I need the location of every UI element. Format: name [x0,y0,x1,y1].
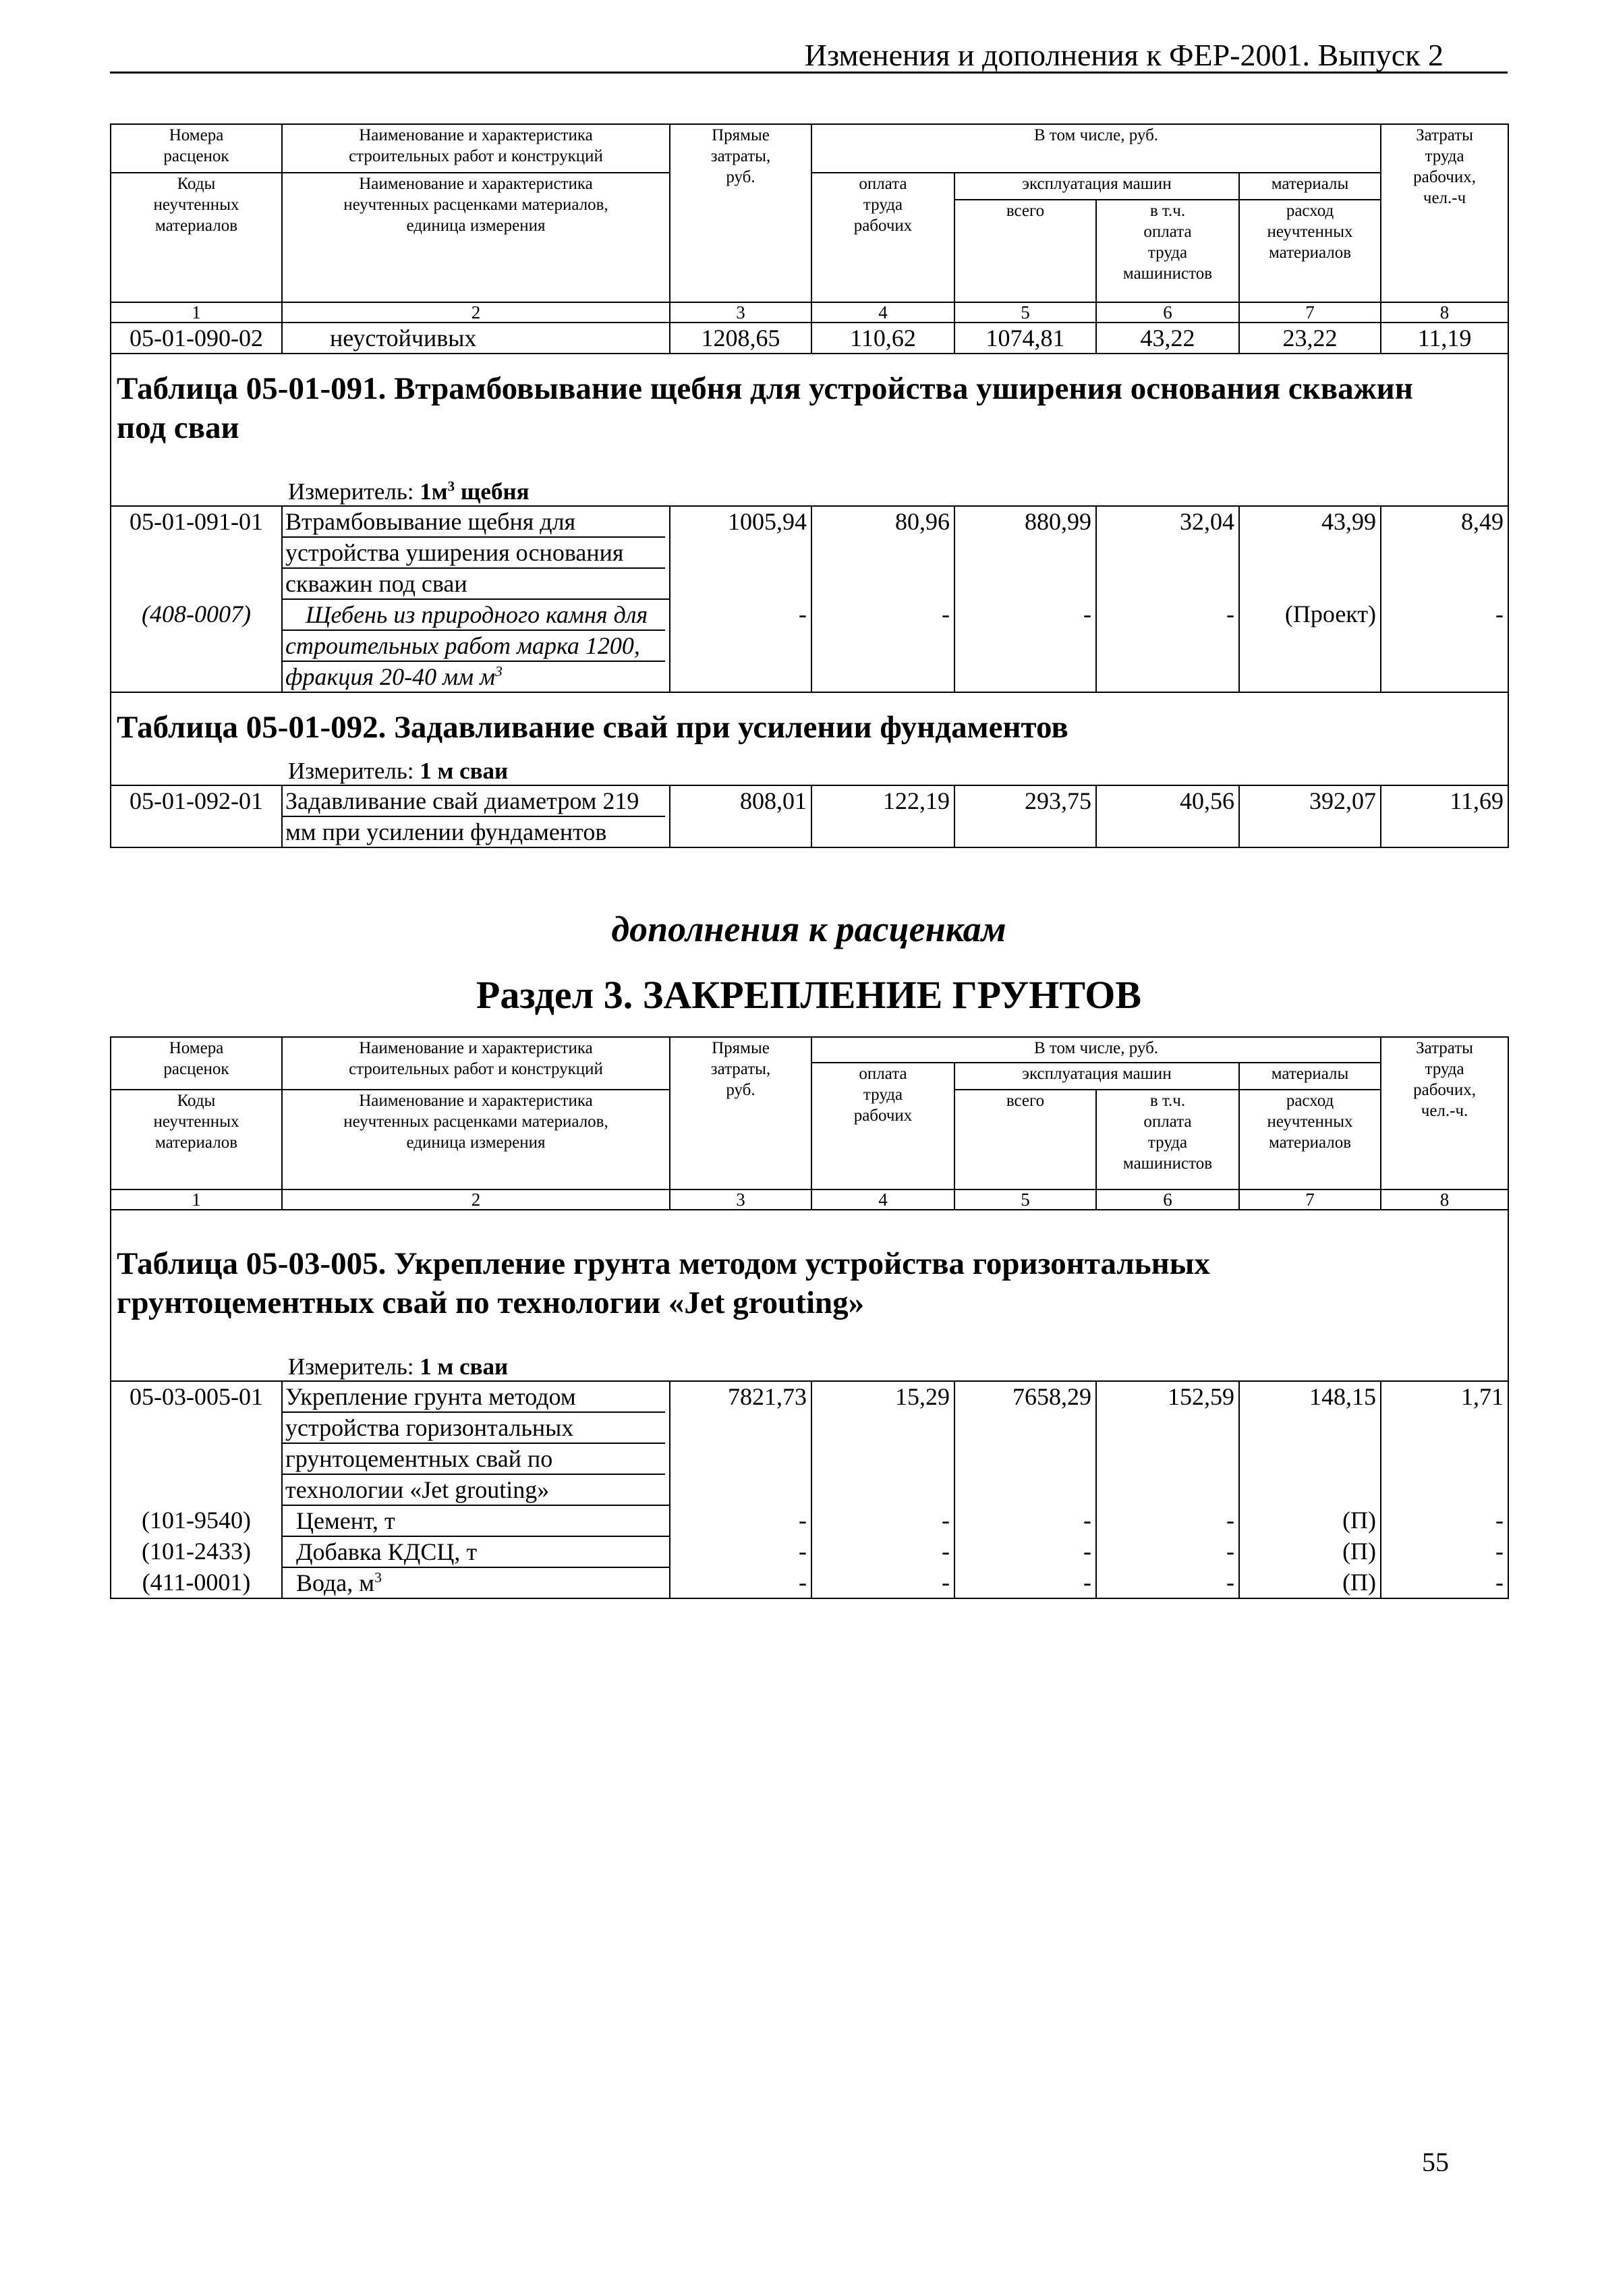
material-name: Вода, $м^3$ [282,1567,670,1598]
col-head-nomera: Номера расценок [111,1037,282,1090]
value-operators: 40,56 [1096,785,1239,847]
column-numbers-row [111,302,1508,323]
value-labor: 15,29 [811,1381,954,1505]
material-name: Добавка КДСЦ, т [282,1536,670,1567]
material-name: Щебень из природного камня для строительных работ марка 1200, фракция 20-40 мм $м^3$ [282,599,670,692]
value-labor: 80,96 [811,506,954,599]
value-materials: (П) [1239,1505,1381,1536]
header-row [111,1037,1508,1063]
running-header [110,39,1508,74]
col-num: 3 [670,1189,811,1210]
value-machines: - [954,1536,1096,1567]
unit-row [111,755,1508,785]
col-num: 8 [1381,1189,1508,1210]
col-head-kody: Коды неучтенных материалов [111,173,282,302]
col-num: 7 [1239,302,1381,323]
col-num: 6 [1096,1189,1239,1210]
value-direct: - [670,599,811,692]
table-title-row [111,1210,1508,1351]
unit-label: Измеритель: 1 м сваи [111,755,1508,785]
value-hours: 11,69 [1381,785,1508,847]
col-head-v-tom: В том числе, руб. [811,124,1381,173]
rate-name: Втрамбовывание щебня для устройства уширения основания скважин под сваи [282,506,670,599]
col-num: 4 [811,1189,954,1210]
col-num: 5 [954,1189,1096,1210]
col-head-name: Наименование и характеристика строительных работ и конструкций [282,1037,670,1090]
section-heading: Раздел 3. ЗАКРЕПЛЕНИЕ ГРУНТОВ [476,973,1142,1017]
value-hours: - [1381,1536,1508,1567]
value-machines: - [954,1567,1096,1598]
addon-heading: дополнения к расценкам [611,909,1006,949]
unit-label: Измеритель: 1 м сваи [111,1351,1508,1381]
table-title-row [111,354,1508,476]
value-operators: 152,59 [1096,1381,1239,1505]
value-materials: 43,99 [1239,506,1381,599]
col-head-oplata: оплата труда рабочих [811,1063,954,1189]
value-direct: 1005,94 [670,506,811,599]
value-operators: 32,04 [1096,506,1239,599]
col-head-ekspl: эксплуатация машин [954,1063,1239,1090]
rate-name: неустойчивых [282,323,670,354]
table-title: Таблица 05-01-091. Втрамбовывание щебня для устройства уширения основания скважин под сваи [111,354,1508,476]
value-operators: - [1096,599,1239,692]
rate-name: Укрепление грунта методом устройства горизонтальных грунтоцементных свай по технологии «Jet grouting» [282,1381,670,1505]
col-head-kody: Коды неучтенных материалов [111,1090,282,1189]
rates-table-1 [110,123,1509,848]
value-operators: - [1096,1536,1239,1567]
material-code: (411-0001) [111,1567,282,1598]
running-title: Изменения и дополнения к ФЕР-2001. Выпуск 2 [804,38,1444,72]
unit-label: Измеритель: $1м^3$ щебня [111,476,1508,506]
table-row-material [111,1536,1508,1567]
col-head-rashod: расход неучтенных материалов [1239,200,1381,302]
value-hours: 1,71 [1381,1381,1508,1505]
col-num: 2 [282,302,670,323]
col-num: 7 [1239,1189,1381,1210]
col-head-ekspl: эксплуатация машин [954,173,1239,200]
value-hours: 11,19 [1381,323,1508,354]
value-materials: 392,07 [1239,785,1381,847]
value-materials: 148,15 [1239,1381,1381,1505]
value-hours: - [1381,599,1508,692]
table-title-row [111,692,1508,755]
value-hours: 8,49 [1381,506,1508,599]
col-head-rashod: расход неучтенных материалов [1239,1090,1381,1189]
col-head-materialy: материалы [1239,173,1381,200]
value-labor: 122,19 [811,785,954,847]
material-code: (408-0007) [111,599,282,692]
table-title: Таблица 05-03-005. Укрепление грунта методом устройства горизонтальных грунтоцементных свай по технологии «Jet grouting» [111,1210,1508,1351]
col-head-vsego: всего [954,200,1096,302]
value-labor: 110,62 [811,323,954,354]
value-machines: 1074,81 [954,323,1096,354]
col-num: 5 [954,302,1096,323]
header-row [111,124,1508,173]
rate-code: 05-01-091-01 [111,506,282,599]
value-hours: - [1381,1505,1508,1536]
value-machines: 7658,29 [954,1381,1096,1505]
table-row-material [111,599,1508,692]
table-row [111,1381,1508,1505]
table-title: Таблица 05-01-092. Задавливание свай при усилении фундаментов [111,692,1508,755]
col-num: 3 [670,302,811,323]
col-num: 1 [111,1189,282,1210]
col-num: 1 [111,302,282,323]
value-labor: - [811,599,954,692]
value-labor: - [811,1505,954,1536]
value-direct: 808,01 [670,785,811,847]
material-code: (101-9540) [111,1505,282,1536]
table-row [111,506,1508,599]
table-row-material [111,1505,1508,1536]
col-head-vsego: всего [954,1090,1096,1189]
value-direct: - [670,1567,811,1598]
value-hours: - [1381,1567,1508,1598]
col-head-materialy: материалы [1239,1063,1381,1090]
col-num: 2 [282,1189,670,1210]
table-row-material [111,1567,1508,1598]
col-num: 8 [1381,302,1508,323]
value-machines: 293,75 [954,785,1096,847]
rate-code: 05-01-090-02 [111,323,282,354]
material-code: (101-2433) [111,1536,282,1567]
value-materials: (Проект) [1239,599,1381,692]
value-labor: - [811,1567,954,1598]
value-materials: (П) [1239,1567,1381,1598]
col-head-pryamye: Прямые затраты, руб. [670,1037,811,1189]
rate-code: 05-01-092-01 [111,785,282,847]
col-head-nomera: Номера расценок [111,124,282,173]
unit-row [111,476,1508,506]
value-materials: (П) [1239,1536,1381,1567]
value-labor: - [811,1536,954,1567]
value-direct: - [670,1505,811,1536]
value-operators: - [1096,1505,1239,1536]
col-head-zatraty: Затраты труда рабочих, чел.-ч [1381,124,1508,302]
value-machines: - [954,599,1096,692]
col-head-zatraty: Затраты труда рабочих, чел.-ч. [1381,1037,1508,1189]
value-machines: 880,99 [954,506,1096,599]
col-head-v-tom: В том числе, руб. [811,1037,1381,1063]
col-head-oplata: оплата труда рабочих [811,173,954,302]
value-machines: - [954,1505,1096,1536]
rate-code: 05-03-005-01 [111,1381,282,1505]
material-name: Цемент, т [282,1505,670,1536]
col-head-pryamye: Прямые затраты, руб. [670,124,811,302]
value-materials: 23,22 [1239,323,1381,354]
unit-row [111,1351,1508,1381]
col-num: 4 [811,302,954,323]
table-row [111,323,1508,354]
rate-name: Задавливание свай диаметром 219 мм при усилении фундаментов [282,785,670,847]
column-numbers-row [111,1189,1508,1210]
col-num: 6 [1096,302,1239,323]
value-direct: 7821,73 [670,1381,811,1505]
col-head-name-mat: Наименование и характеристика неучтенных расценками материалов, единица измерения [282,1090,670,1189]
value-direct: 1208,65 [670,323,811,354]
value-operators: - [1096,1567,1239,1598]
col-head-vtch: в т.ч. оплата труда машинистов [1096,200,1239,302]
table-row [111,785,1508,847]
col-head-name-mat: Наименование и характеристика неучтенных расценками материалов, единица измерения [282,173,670,302]
rates-table-2 [110,1036,1509,1599]
col-head-name: Наименование и характеристика строительных работ и конструкций [282,124,670,173]
value-direct: - [670,1536,811,1567]
page-number: 55 [1422,2147,1449,2177]
col-head-vtch: в т.ч. оплата труда машинистов [1096,1090,1239,1189]
value-operators: 43,22 [1096,323,1239,354]
